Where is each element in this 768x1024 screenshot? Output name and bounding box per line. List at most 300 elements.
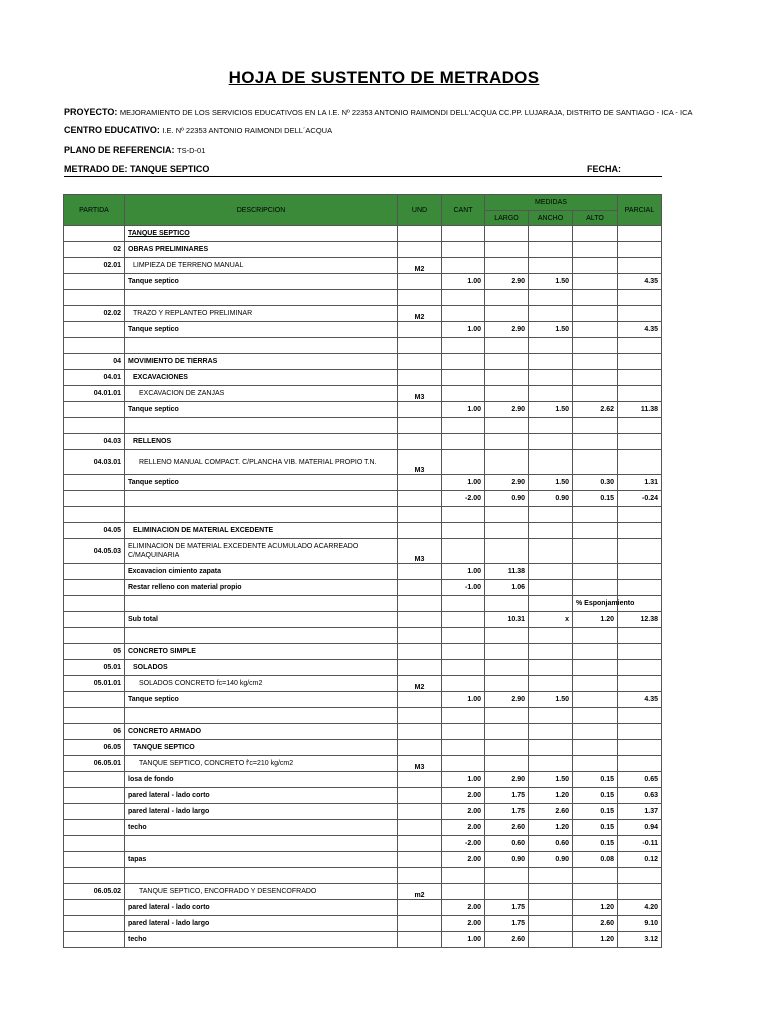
alto-cell: 0.15 [573, 491, 618, 507]
descripcion-cell: TANQUE SEPTICO [125, 740, 398, 756]
partida-cell: 04.05 [64, 523, 125, 539]
ancho-cell: 1.20 [529, 820, 573, 836]
largo-cell [485, 676, 529, 692]
cant-cell [442, 708, 485, 724]
alto-cell [573, 450, 618, 475]
ancho-cell [529, 418, 573, 434]
largo-cell [485, 507, 529, 523]
und-cell [398, 402, 442, 418]
largo-cell: 1.06 [485, 580, 529, 596]
partida-cell: 04.05.03 [64, 539, 125, 564]
cant-cell [442, 370, 485, 386]
partida-cell: 04.03.01 [64, 450, 125, 475]
partida-cell [64, 418, 125, 434]
und-cell [398, 523, 442, 539]
table-row [64, 226, 662, 242]
ancho-cell [529, 354, 573, 370]
und-cell [398, 580, 442, 596]
und-cell [398, 370, 442, 386]
und-cell: M2 [398, 258, 442, 274]
und-cell [398, 596, 442, 612]
table-row [64, 386, 662, 402]
und-cell [398, 692, 442, 708]
table-row [64, 708, 662, 724]
parcial-cell [618, 258, 662, 274]
table-row [64, 475, 662, 491]
largo-cell [485, 628, 529, 644]
partida-cell [64, 274, 125, 290]
parcial-cell [618, 756, 662, 772]
cant-cell [442, 884, 485, 900]
plano-label: PLANO DE REFERENCIA: [64, 145, 175, 155]
header-cant: CANT [442, 195, 485, 226]
ancho-cell: 2.60 [529, 804, 573, 820]
alto-cell: 1.20 [573, 900, 618, 916]
table-row [64, 900, 662, 916]
ancho-cell: 1.50 [529, 475, 573, 491]
largo-cell [485, 386, 529, 402]
table-row [64, 932, 662, 948]
und-cell [398, 772, 442, 788]
largo-cell: 0.60 [485, 836, 529, 852]
table-row [64, 740, 662, 756]
descripcion-cell: losa de fondo [125, 772, 398, 788]
table-row [64, 916, 662, 932]
cant-cell [442, 724, 485, 740]
partida-cell: 06 [64, 724, 125, 740]
ancho-cell [529, 539, 573, 564]
largo-cell [485, 434, 529, 450]
und-cell [398, 322, 442, 338]
descripcion-cell: TANQUE SEPTICO, CONCRETO f'c=210 kg/cm2 [125, 756, 398, 772]
partida-cell [64, 290, 125, 306]
ancho-cell [529, 756, 573, 772]
cant-cell [442, 612, 485, 628]
alto-cell [573, 242, 618, 258]
partida-cell: 04.01 [64, 370, 125, 386]
descripcion-cell: Restar relleno con material propio [125, 580, 398, 596]
partida-cell: 06.05 [64, 740, 125, 756]
table-row [64, 804, 662, 820]
table-row [64, 274, 662, 290]
descripcion-cell: techo [125, 932, 398, 948]
und-cell [398, 338, 442, 354]
parcial-cell [618, 868, 662, 884]
und-cell [398, 418, 442, 434]
und-cell [398, 475, 442, 491]
descripcion-cell: MOVIMIENTO DE TIERRAS [125, 354, 398, 370]
ancho-cell: 1.50 [529, 322, 573, 338]
partida-cell [64, 338, 125, 354]
cant-cell [442, 226, 485, 242]
descripcion-cell: CONCRETO ARMADO [125, 724, 398, 740]
largo-cell: 2.90 [485, 475, 529, 491]
cant-cell [442, 354, 485, 370]
largo-cell: 2.90 [485, 772, 529, 788]
partida-cell [64, 491, 125, 507]
alto-cell [573, 322, 618, 338]
largo-cell [485, 724, 529, 740]
alto-cell: 0.15 [573, 836, 618, 852]
descripcion-cell [125, 507, 398, 523]
centro-value: I.E. Nº 22353 ANTONIO RAIMONDI DELL´ACQUA [162, 126, 333, 135]
alto-cell: 0.08 [573, 852, 618, 868]
metrados-table [63, 194, 662, 948]
ancho-cell [529, 386, 573, 402]
descripcion-cell: EXCAVACION DE ZANJAS [125, 386, 398, 402]
parcial-cell [618, 580, 662, 596]
descripcion-cell [125, 836, 398, 852]
descripcion-cell: Sub total [125, 612, 398, 628]
descripcion-cell: Tanque septico [125, 274, 398, 290]
parcial-cell [618, 386, 662, 402]
table-row [64, 370, 662, 386]
parcial-cell [618, 290, 662, 306]
largo-cell: 1.75 [485, 900, 529, 916]
cant-cell [442, 242, 485, 258]
und-cell: M2 [398, 676, 442, 692]
cant-cell: 1.00 [442, 932, 485, 948]
ancho-cell [529, 258, 573, 274]
cant-cell: 1.00 [442, 772, 485, 788]
table-row [64, 290, 662, 306]
parcial-cell [618, 884, 662, 900]
und-cell [398, 242, 442, 258]
partida-cell [64, 804, 125, 820]
descripcion-cell: SOLADOS CONCRETO fc=140 kg/cm2 [125, 676, 398, 692]
ancho-cell: 1.50 [529, 772, 573, 788]
largo-cell [485, 370, 529, 386]
partida-cell [64, 628, 125, 644]
table-row [64, 491, 662, 507]
ancho-cell [529, 338, 573, 354]
partida-cell [64, 836, 125, 852]
largo-cell [485, 258, 529, 274]
ancho-cell: 0.90 [529, 852, 573, 868]
alto-cell: 0.30 [573, 475, 618, 491]
cant-cell [442, 868, 485, 884]
partida-cell [64, 692, 125, 708]
parcial-cell [618, 370, 662, 386]
largo-cell [485, 644, 529, 660]
ancho-cell [529, 868, 573, 884]
alto-cell [573, 258, 618, 274]
descripcion-cell: Excavacion cimiento zapata [125, 564, 398, 580]
cant-cell: 1.00 [442, 692, 485, 708]
alto-cell [573, 290, 618, 306]
table-row [64, 596, 662, 612]
largo-cell: 2.90 [485, 692, 529, 708]
header-partida: PARTIDA [64, 195, 125, 226]
table-row [64, 564, 662, 580]
und-cell [398, 820, 442, 836]
ancho-cell: 1.50 [529, 402, 573, 418]
table-row [64, 306, 662, 322]
table-row [64, 612, 662, 628]
alto-cell [573, 523, 618, 539]
ancho-cell [529, 628, 573, 644]
largo-cell [485, 306, 529, 322]
parcial-cell [618, 660, 662, 676]
ancho-cell [529, 226, 573, 242]
table-row [64, 820, 662, 836]
alto-cell [573, 676, 618, 692]
header-parcial: PARCIAL [618, 195, 662, 226]
largo-cell [485, 884, 529, 900]
header-medidas: MEDIDAS [485, 195, 618, 211]
und-cell [398, 226, 442, 242]
largo-cell: 0.90 [485, 852, 529, 868]
partida-cell [64, 900, 125, 916]
partida-cell: 05.01.01 [64, 676, 125, 692]
partida-cell [64, 402, 125, 418]
und-cell [398, 804, 442, 820]
largo-cell: 2.90 [485, 274, 529, 290]
largo-cell [485, 450, 529, 475]
cant-cell [442, 290, 485, 306]
alto-cell [573, 226, 618, 242]
proyecto-line [64, 107, 693, 117]
partida-cell [64, 772, 125, 788]
und-cell [398, 354, 442, 370]
ancho-cell: 1.20 [529, 788, 573, 804]
cant-cell: -2.00 [442, 836, 485, 852]
table-row [64, 772, 662, 788]
alto-cell [573, 539, 618, 564]
cant-cell: 1.00 [442, 322, 485, 338]
partida-cell: 06.05.02 [64, 884, 125, 900]
parcial-cell [618, 306, 662, 322]
und-cell [398, 644, 442, 660]
cant-cell [442, 660, 485, 676]
page-title: HOJA DE SUSTENTO DE METRADOS [228, 68, 540, 87]
descripcion-cell: SOLADOS [125, 660, 398, 676]
partida-cell: 04 [64, 354, 125, 370]
centro-label: CENTRO EDUCATIVO: [64, 125, 160, 135]
partida-cell: 02.02 [64, 306, 125, 322]
cant-cell [442, 306, 485, 322]
parcial-cell: 4.35 [618, 322, 662, 338]
descripcion-cell: CONCRETO SIMPLE [125, 644, 398, 660]
descripcion-cell: pared lateral - lado largo [125, 804, 398, 820]
partida-cell [64, 507, 125, 523]
table-row [64, 660, 662, 676]
alto-cell: 0.15 [573, 820, 618, 836]
cant-cell: 2.00 [442, 916, 485, 932]
table-row [64, 338, 662, 354]
centro-educativo-line [64, 125, 332, 135]
alto-cell: 2.62 [573, 402, 618, 418]
descripcion-cell [125, 868, 398, 884]
alto-cell: 2.60 [573, 916, 618, 932]
cant-cell: 2.00 [442, 852, 485, 868]
table-row [64, 434, 662, 450]
parcial-cell [618, 523, 662, 539]
largo-cell: 2.60 [485, 820, 529, 836]
partida-cell: 05 [64, 644, 125, 660]
partida-cell [64, 596, 125, 612]
cant-cell [442, 418, 485, 434]
largo-cell: 1.75 [485, 804, 529, 820]
und-cell [398, 852, 442, 868]
descripcion-cell: ELIMINACION DE MATERIAL EXCEDENTE ACUMULADO ACARREADO C/MAQUINARIA [125, 539, 398, 564]
alto-cell [573, 884, 618, 900]
largo-cell: 11.38 [485, 564, 529, 580]
und-cell [398, 564, 442, 580]
parcial-cell: 9.10 [618, 916, 662, 932]
und-cell [398, 290, 442, 306]
cant-cell: -1.00 [442, 580, 485, 596]
partida-cell [64, 916, 125, 932]
partida-cell [64, 932, 125, 948]
descripcion-cell [125, 338, 398, 354]
parcial-cell [618, 676, 662, 692]
descripcion-cell [125, 418, 398, 434]
parcial-cell [618, 539, 662, 564]
ancho-cell [529, 523, 573, 539]
und-cell: M3 [398, 450, 442, 475]
ancho-cell [529, 306, 573, 322]
descripcion-cell [125, 491, 398, 507]
parcial-cell [618, 242, 662, 258]
parcial-cell [618, 628, 662, 644]
largo-cell [485, 596, 529, 612]
alto-cell [573, 306, 618, 322]
proyecto-value: MEJORAMIENTO DE LOS SERVICIOS EDUCATIVOS EN LA I.E. Nº 22353 ANTONIO RAIMONDI DELL'ACQUA CC.PP. LUJARAJA, DISTRITO DE SANTIAGO - ICA - ICA [119, 108, 693, 117]
alto-cell [573, 692, 618, 708]
ancho-cell: 0.60 [529, 836, 573, 852]
cant-cell [442, 523, 485, 539]
largo-cell [485, 756, 529, 772]
plano-value: TS-D-01 [177, 146, 206, 155]
table-row [64, 580, 662, 596]
header-und: UND [398, 195, 442, 226]
alto-cell [573, 564, 618, 580]
cant-cell [442, 676, 485, 692]
descripcion-cell: LIMPIEZA DE TERRENO MANUAL [125, 258, 398, 274]
ancho-cell [529, 884, 573, 900]
largo-cell: 2.90 [485, 322, 529, 338]
descripcion-cell: OBRAS PRELIMINARES [125, 242, 398, 258]
descripcion-cell: RELLENOS [125, 434, 398, 450]
und-cell [398, 916, 442, 932]
parcial-cell [618, 226, 662, 242]
alto-cell [573, 386, 618, 402]
und-cell: m2 [398, 884, 442, 900]
parcial-cell [618, 740, 662, 756]
descripcion-cell [125, 708, 398, 724]
und-cell [398, 724, 442, 740]
und-cell: M3 [398, 756, 442, 772]
und-cell [398, 660, 442, 676]
parcial-cell [618, 507, 662, 523]
und-cell [398, 836, 442, 852]
ancho-cell: 0.90 [529, 491, 573, 507]
largo-cell: 1.75 [485, 916, 529, 932]
cant-cell: 1.00 [442, 564, 485, 580]
cant-cell: 1.00 [442, 475, 485, 491]
parcial-cell [618, 418, 662, 434]
ancho-cell [529, 290, 573, 306]
largo-cell [485, 868, 529, 884]
table-row [64, 354, 662, 370]
ancho-cell [529, 370, 573, 386]
alto-cell [573, 418, 618, 434]
table-row [64, 852, 662, 868]
cant-cell [442, 386, 485, 402]
metrado-line [64, 164, 662, 177]
alto-cell: 0.15 [573, 804, 618, 820]
parcial-cell: -0.11 [618, 836, 662, 852]
largo-cell [485, 740, 529, 756]
ancho-cell: x [529, 612, 573, 628]
partida-cell [64, 868, 125, 884]
largo-cell [485, 338, 529, 354]
table-row [64, 402, 662, 418]
table-body [64, 226, 662, 948]
alto-cell [573, 708, 618, 724]
ancho-cell [529, 900, 573, 916]
descripcion-cell [125, 628, 398, 644]
cant-cell: 1.00 [442, 274, 485, 290]
parcial-cell: 4.35 [618, 692, 662, 708]
alto-cell [573, 274, 618, 290]
header-largo: LARGO [485, 211, 529, 226]
descripcion-cell: RELLENO MANUAL COMPACT. C/PLANCHA VIB. MATERIAL PROPIO T.N. [125, 450, 398, 475]
parcial-cell: 12.38 [618, 612, 662, 628]
und-cell [398, 740, 442, 756]
alto-cell [573, 580, 618, 596]
table-row [64, 692, 662, 708]
ancho-cell [529, 507, 573, 523]
descripcion-cell: pared lateral - lado corto [125, 900, 398, 916]
und-cell [398, 491, 442, 507]
alto-cell [573, 370, 618, 386]
alto-cell: 0.15 [573, 772, 618, 788]
cant-cell [442, 507, 485, 523]
partida-cell: 04.03 [64, 434, 125, 450]
table-row [64, 450, 662, 475]
largo-cell: 1.75 [485, 788, 529, 804]
largo-cell: 2.90 [485, 402, 529, 418]
parcial-cell [618, 644, 662, 660]
parcial-cell: 11.38 [618, 402, 662, 418]
descripcion-cell [125, 596, 398, 612]
cant-cell: 2.00 [442, 804, 485, 820]
cant-cell [442, 628, 485, 644]
cant-cell [442, 539, 485, 564]
table-row [64, 724, 662, 740]
parcial-cell [618, 450, 662, 475]
cant-cell: 2.00 [442, 788, 485, 804]
parcial-cell: 4.35 [618, 274, 662, 290]
alto-cell [573, 507, 618, 523]
parcial-cell: -0.24 [618, 491, 662, 507]
descripcion-cell: tapas [125, 852, 398, 868]
table-row [64, 322, 662, 338]
partida-cell: 06.05.01 [64, 756, 125, 772]
table-row [64, 418, 662, 434]
parcial-cell [618, 434, 662, 450]
parcial-cell: 0.65 [618, 772, 662, 788]
parcial-cell: 1.37 [618, 804, 662, 820]
und-cell [398, 612, 442, 628]
und-cell [398, 628, 442, 644]
und-cell: M2 [398, 306, 442, 322]
alto-cell [573, 354, 618, 370]
fecha-label: FECHA: [587, 164, 621, 174]
ancho-cell [529, 708, 573, 724]
